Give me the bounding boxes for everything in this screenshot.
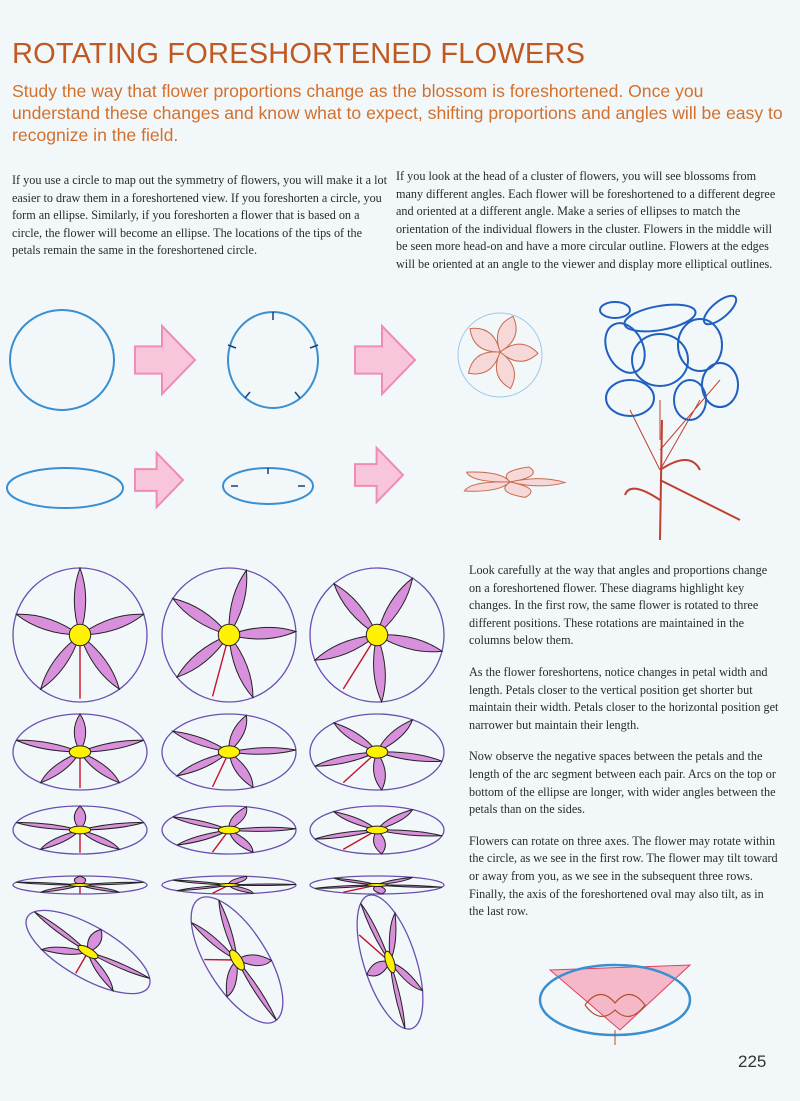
flower-diagram (162, 568, 296, 702)
flower-center (218, 826, 239, 834)
flower-diagram (14, 894, 161, 1009)
sketch-petal (470, 328, 500, 352)
flower-center (69, 884, 90, 887)
flower-center (69, 826, 90, 834)
flower-center (218, 746, 239, 758)
flower-diagram (173, 883, 300, 1037)
paragraph: Now observe the negative spaces between the petals and the length of the arc segment between each pair. Arcs on the top or bottom of the ellipse are longer, with wider angles between the petals than on the sides. (469, 749, 776, 817)
right-column-text (469, 562, 779, 935)
flower-center (366, 624, 387, 645)
flower-diagram (162, 714, 296, 790)
page-number: 225 (738, 1052, 767, 1071)
intro-right-paragraph: If you look at the head of a cluster of flowers, you will see blossoms from many different angles. Each flower will be foreshortened to a different degree and oriented at a different angle. Make a series of ellipses to match the orientation of the individual flowers in the cluster. Flowers in the middle will be seen more head-on and have a more circular outline. Flowers at the edges will be oriented at an angle to the viewer and display more elliptical outlines. (396, 169, 776, 271)
flower-diagram (13, 806, 147, 854)
flower-center (218, 884, 239, 887)
flower-diagram (310, 714, 444, 790)
flower-cluster-sketch (598, 291, 741, 540)
flower-center (366, 826, 387, 834)
flower-center (69, 746, 90, 758)
flower-diagram (310, 568, 444, 702)
petal (213, 960, 250, 997)
sketch-circle-marked (228, 312, 318, 408)
sketch-flower-side (464, 467, 565, 497)
flower-center (218, 624, 239, 645)
flower-center (366, 884, 387, 887)
arrow-icon (135, 326, 195, 394)
sketch-flower-front (468, 316, 537, 388)
page-subtitle: Study the way that flower proportions change as the blossom is foreshortened. Once you understand these changes and know what to expect, shifting proportions and angles will be easy to recognize in the field. (12, 81, 783, 145)
sketch-petal (467, 472, 510, 482)
sketch-circle (10, 310, 114, 410)
flower-diagram (13, 876, 147, 894)
flower-center (69, 624, 90, 645)
sketch-petal (464, 482, 510, 491)
sketch-ellipse (7, 468, 123, 508)
page-title: ROTATING FORESHORTENED FLOWERS (12, 38, 586, 70)
flower-diagram (344, 887, 437, 1036)
flower-diagram (162, 876, 296, 894)
flower-sketches (458, 291, 740, 540)
arrow-icon (135, 453, 183, 507)
flower-center (366, 746, 387, 758)
flower-diagram (310, 806, 444, 854)
arrow-sketches (135, 326, 415, 507)
paragraph: Look carefully at the way that angles and proportions change on a foreshortened flower. These diagrams highlight key changes. In the first row, the same flower is rotated to three different positions. These rotations are maintained in the columns below them. (469, 563, 768, 648)
intro-left-paragraph: If you use a circle to map out the symmetry of flowers, you will make it a lot easier to draw them in a foreshortened view. If you foreshorten a circle, you form an ellipse. Similarly, if you foreshorten a flower that is based on a circle, the flower will become an ellipse. The locations of the tips of the petals remain the same in the foreshortened circle. (12, 173, 388, 258)
paragraph: Flowers can rotate on three axes. The flower may rotate within the circle, as we see in the first row. The flower may tilt toward or away from you, as we see in the subsequent three rows. Finally, the axis of the foreshortened oval may also tilt, as in the last row. (469, 833, 778, 919)
arrow-icon (355, 448, 403, 502)
paragraph: As the flower foreshortens, notice changes in petal width and length. Petals closer to the vertical position get shorter but maintain their width. Petals closer to the horizontal position get narrower but maintain their length. (469, 664, 779, 732)
flower-diagram (13, 568, 147, 702)
flower-diagram (13, 714, 147, 790)
flower-diagram (310, 876, 444, 894)
flower-diagram (162, 806, 296, 854)
flower-rotation-diagrams (13, 568, 444, 1037)
arrow-icon (355, 326, 415, 394)
bottom-tilted-flower-sketch (540, 965, 690, 1045)
sketch-petal (468, 352, 500, 374)
